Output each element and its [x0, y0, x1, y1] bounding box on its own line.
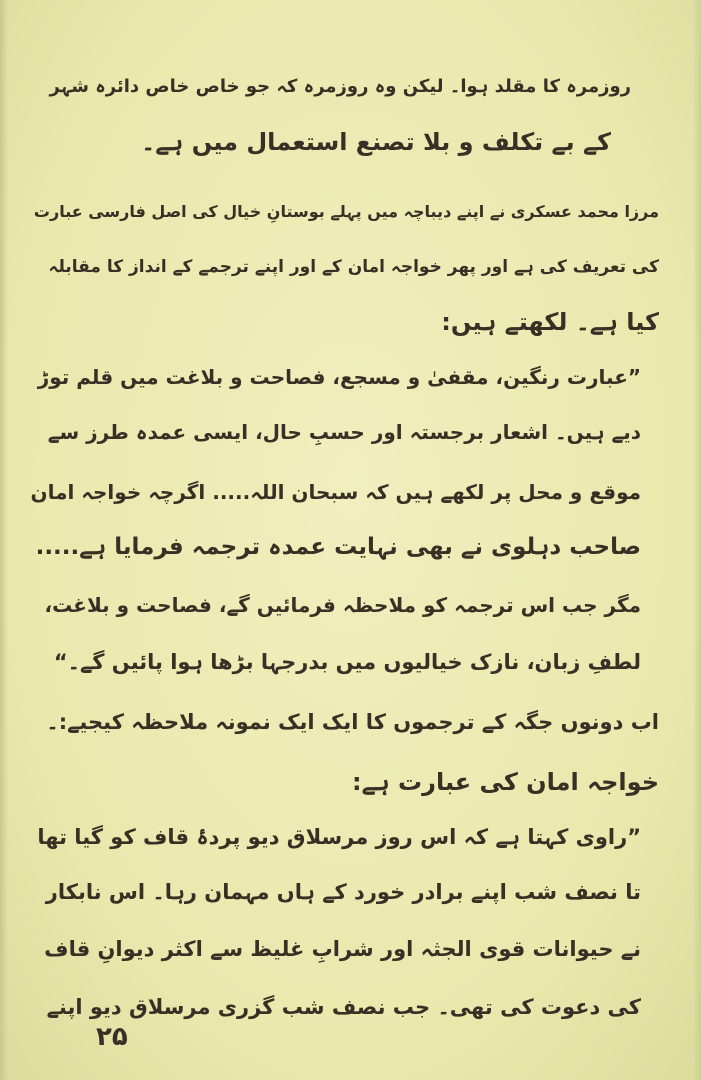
page-edge-left	[0, 0, 8, 1080]
quote-line-4: صاحب دہلوی نے بھی نہایت عمدہ ترجمہ فرمایا ہے.....	[35, 534, 641, 560]
quote-line-1: ”عبارت رنگین، مقفیٰ و مسجع، فصاحت و بلاغت میں قلم توڑ	[37, 365, 641, 389]
text-line-2: کے بے تکلف و بلا تصنع استعمال میں ہے۔	[141, 128, 611, 156]
quote-line-5: مگر جب اس ترجمہ کو ملاحظہ فرمائیں گے، فصاحت و بلاغت،	[44, 593, 641, 617]
quote-line-8: تا نصف شب اپنے برادر خورد کے ہاں مہمان رہا۔ اس نابکار	[45, 880, 641, 904]
quote-line-3: موقع و محل پر لکھے ہیں کہ سبحان اللہ..... اگرچہ خواجہ امان	[30, 480, 641, 504]
quote-line-9: نے حیوانات قوی الجثہ اور شرابِ غلیظ سے اکثر دیوانِ قاف	[44, 937, 641, 961]
quote-line-6: لطفِ زبان، نازک خیالیوں میں بدرجہا بڑھا ہوا پائیں گے۔“	[53, 650, 641, 674]
text-line-5: کیا ہے۔ لکھتے ہیں:	[441, 308, 659, 336]
text-line-1: روزمرہ کا مقلد ہوا۔ لیکن وہ روزمرہ کہ جو خاص خاص دائرہ شہر	[49, 76, 631, 97]
page-edge-right	[693, 0, 701, 1080]
quote-line-7: ”راوی کہتا ہے کہ اس روز مرسلاق دیو پردۂ قاف کو گیا تھا	[37, 825, 641, 849]
text-line-4: کی تعریف کی ہے اور پھر خواجہ امان کے اور اپنے ترجمے کے انداز کا مقابلہ	[48, 257, 659, 277]
text-line-7: خواجہ امان کی عبارت ہے:	[351, 768, 659, 796]
quote-line-10: کی دعوت کی تھی۔ جب نصف شب گزری مرسلاق دیو اپنے	[46, 995, 641, 1019]
page-number: ۲۵	[96, 1022, 128, 1052]
text-line-3: مرزا محمد عسکری نے اپنے دیباچہ میں پہلے بوستانِ خیال کی اصل فارسی عبارت	[33, 202, 659, 221]
text-line-6: اب دونوں جگہ کے ترجموں کا ایک ایک نمونہ ملاحظہ کیجیے:۔	[46, 710, 659, 734]
quote-line-2: دیے ہیں۔ اشعار برجستہ اور حسبِ حال، ایسی عمدہ طرز سے	[47, 420, 641, 444]
